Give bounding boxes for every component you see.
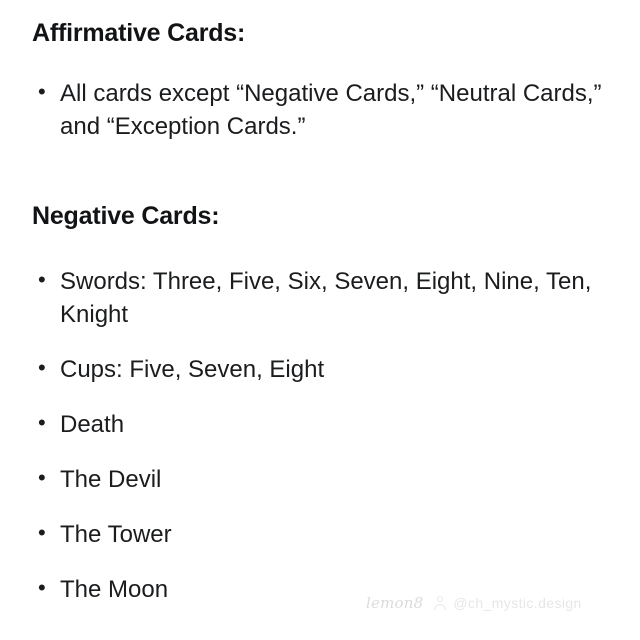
list-item: • All cards except “Negative Cards,” “Neutral Cards,” and “Exception Cards.” xyxy=(32,77,622,143)
list-item: • The Devil xyxy=(32,463,622,496)
negative-cards-list xyxy=(32,265,622,607)
affirmative-cards-list xyxy=(32,77,622,143)
lemon8-logo: lemon8 xyxy=(366,594,424,612)
watermark-username: @ch_mystic.design xyxy=(453,595,582,611)
section-heading-negative: Negative Cards: xyxy=(32,202,220,231)
section-heading-affirmative: Affirmative Cards: xyxy=(32,19,246,47)
list-item: • Cups: Five, Seven, Eight xyxy=(32,353,622,386)
list-item: • The Moon xyxy=(32,573,622,606)
list-item: • Swords: Three, Five, Six, Seven, Eight, Nine, Ten, Knight xyxy=(32,265,622,331)
list-item: • The Tower xyxy=(32,518,622,551)
list-item: • Death xyxy=(32,408,622,441)
